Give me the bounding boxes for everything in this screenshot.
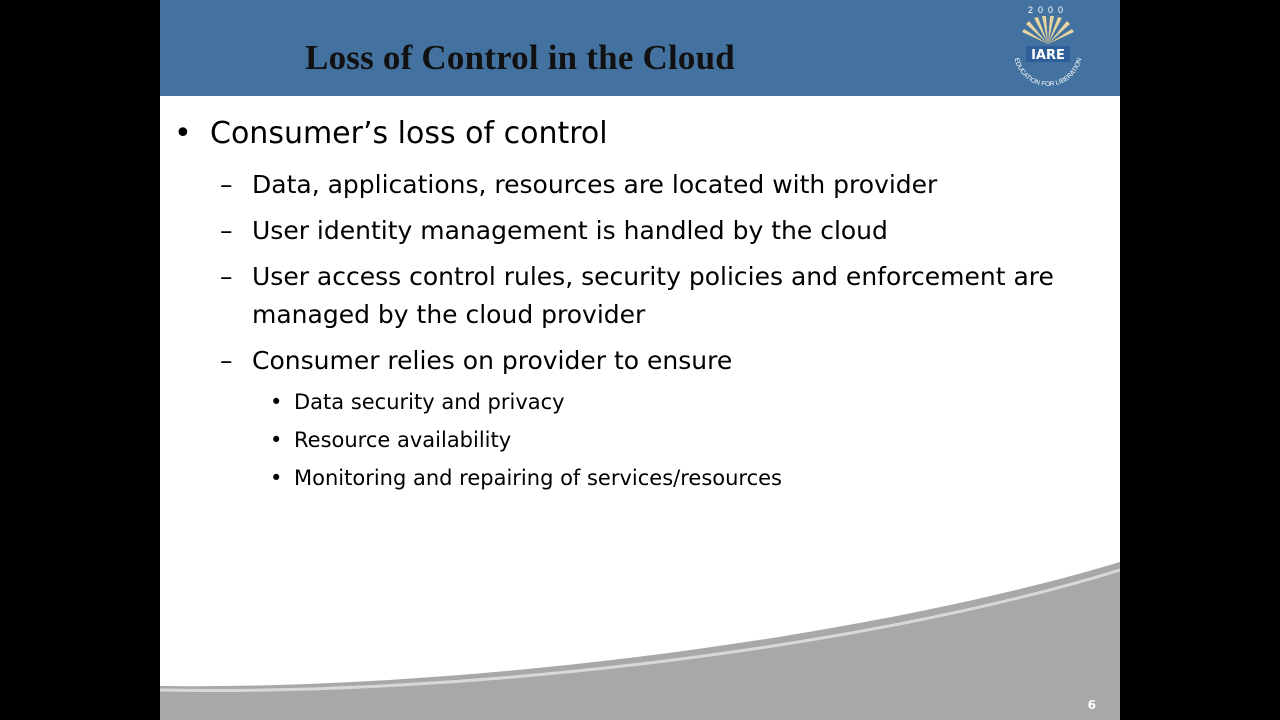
sub-sub-bullet-1: Data security and privacy — [294, 390, 565, 414]
dash-marker: – — [220, 262, 233, 291]
sub-bullet-2: User identity management is handled by the cloud — [252, 216, 888, 245]
logo-motto: EDUCATION FOR LIBERATION — [1012, 57, 1084, 89]
logo-name: IARE — [1031, 48, 1065, 63]
sub-bullet-1: Data, applications, resources are located with provider — [252, 170, 938, 199]
bullet-main: Consumer’s loss of control — [210, 116, 608, 151]
slide-body — [160, 0, 1120, 720]
sub-bullet-3-line-2: managed by the cloud provider — [252, 300, 646, 329]
sub-sub-bullet-3: Monitoring and repairing of services/resources — [294, 466, 782, 490]
logo-year: 2000 — [1027, 5, 1069, 15]
slide — [160, 0, 1120, 720]
sub-bullet-3-line-1: User access control rules, security policies and enforcement are — [252, 262, 1054, 291]
bullet-marker: • — [270, 466, 283, 490]
page-number: 6 — [1087, 698, 1096, 712]
bullet-marker: • — [174, 116, 192, 151]
sub-bullet-4: Consumer relies on provider to ensure — [252, 346, 733, 375]
sub-sub-bullet-2: Resource availability — [294, 428, 512, 452]
bullet-marker: • — [270, 390, 283, 414]
bullet-marker: • — [270, 428, 283, 452]
dash-marker: – — [220, 170, 233, 199]
dash-marker: – — [220, 346, 233, 375]
dash-marker: – — [220, 216, 233, 245]
slide-title: Loss of Control in the Cloud — [305, 38, 735, 77]
